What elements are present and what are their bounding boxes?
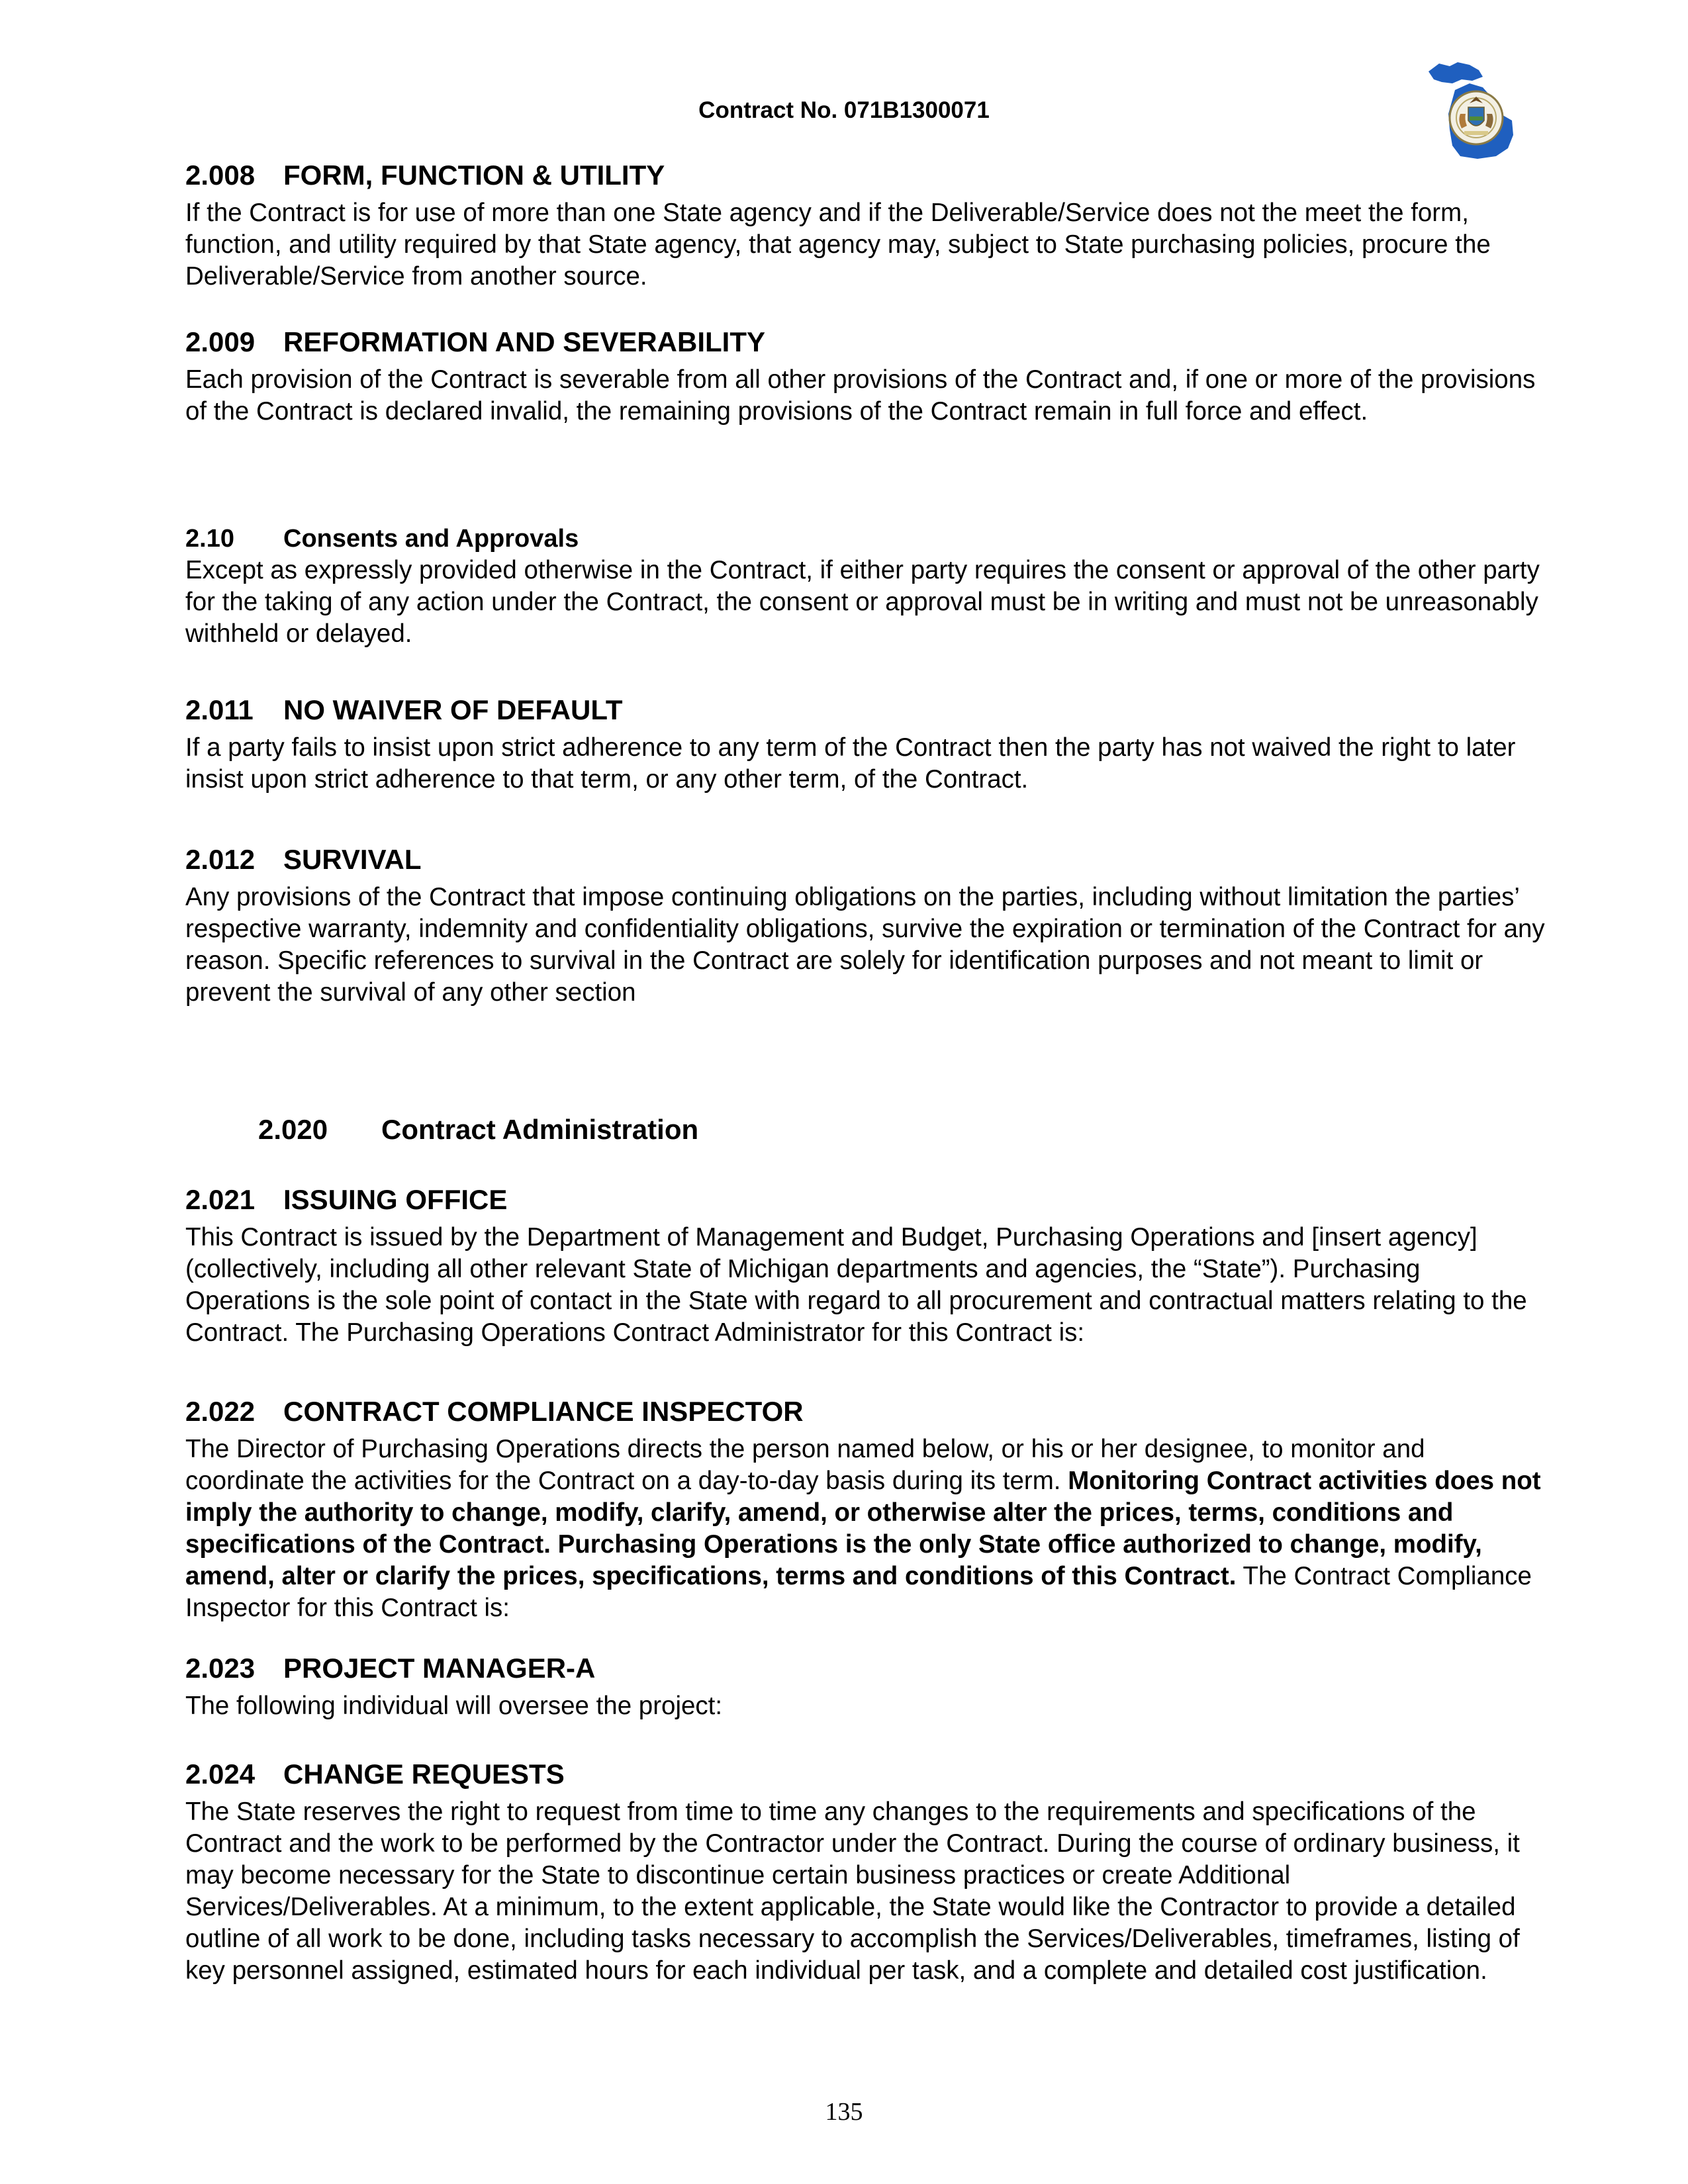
section-body: This Contract is issued by the Department of Management and Budget, Purchasing Operations and [insert agency] (collectively, including all other relevant State of Michigan departments and agencies, the “State”). Purchasing Operations is the sole point of contact in the State with regard to all procurement and contractual matters relating to the Contract. The Purchasing Operations Contract Administrator for this Contract is: [185,1223,1527,1347]
section-body: If a party fails to insist upon strict adherence to any term of the Contract then the party has not waived the right to later insist upon strict adherence to that term, or any other term, of the Contract. [185,733,1516,794]
section-heading [185,324,1549,360]
section-2-024 [185,1756,1549,1987]
section-heading [185,523,1549,555]
body-text: The Contract Compliance Inspector for this Contract is: [185,1562,1532,1622]
section-heading [185,1651,1549,1686]
section-2-023 [185,1651,1549,1722]
section-number: 2.024 [185,1758,256,1790]
body-bold-text: Monitoring Contract activities does not imply the authority to change, modify, clarify, amend, or otherwise alter the prices, terms, conditions and specifications of the Contract. Purchasing Operations is the only State office authorized to change, modify, amend, alter or clarify the prices, specifications, terms and conditions of this Contract. [185,1467,1541,1590]
section-title: CHANGE REQUESTS [283,1758,565,1790]
section-title: PROJECT MANAGER-A [283,1653,596,1684]
section-number: 2.10 [185,525,234,553]
section-body: Any provisions of the Contract that impose continuing obligations on the parties, including without limitation the parties’ respective warranty, indemnity and confidentiality obligations, survive the expiration or termination of the Contract for any reason. Specific references to survival in the Contract are solely for identification purposes and not meant to limit or prevent the survival of any other section [185,883,1545,1007]
section-body: The State reserves the right to request from time to time any changes to the requirements and specifications of the Contract and the work to be performed by the Contractor under the Contract. During the course of ordinary business, it may become necessary for the State to discontinue certain business practices or create Additional Services/Deliverables. At a minimum, to the extent applicable, the State would like the Contractor to provide a detailed outline of all work to be done, including tasks necessary to accomplish the Services/Deliverables, timeframes, listing of key personnel assigned, estimated hours for each individual per task, and a complete and detailed cost justification. [185,1797,1520,1985]
section-heading [185,1756,1549,1792]
section-2-008 [185,158,1549,293]
section-2-009 [185,324,1549,428]
michigan-state-seal-icon [1409,57,1525,163]
section-title: REFORMATION AND SEVERABILITY [283,326,766,357]
section-number: 2.021 [185,1184,256,1215]
section-body: Each provision of the Contract is severable from all other provisions of the Contract and, if one or more of the provisions of the Contract is declared invalid, the remaining provisions of the Contract remain in full force and effect. [185,365,1536,426]
section-number: 2.008 [185,159,256,191]
page-number: 135 [825,2098,863,2126]
section-heading [185,842,1549,878]
section-2-012 [185,842,1549,1009]
section-title: Consents and Approvals [283,525,579,553]
section-title: CONTRACT COMPLIANCE INSPECTOR [283,1396,804,1427]
section-2-021 [185,1182,1549,1349]
section-title: SURVIVAL [283,844,422,875]
section-body: Except as expressly provided otherwise in the Contract, if either party requires the consent or approval of the other party for the taking of any action under the Contract, the consent or approval must be in writing and must not be unreasonably withheld or delayed. [185,556,1540,648]
section-title: FORM, FUNCTION & UTILITY [283,159,665,191]
section-body [185,1433,1549,1624]
section-title: Contract Administration [381,1114,699,1145]
section-number: 2.012 [185,844,256,875]
section-heading [185,1394,1549,1430]
subsection-heading-2-020 [258,1112,698,1148]
section-2-011 [185,692,1549,796]
section-number: 2.023 [185,1653,256,1684]
section-number: 2.020 [258,1114,328,1145]
body-text: The Director of Purchasing Operations directs the person named below, or his or her designee, to monitor and coordinate the activities for the Contract on a day-to-day basis during its term. [185,1435,1425,1495]
section-2-022 [185,1394,1549,1624]
section-number: 2.011 [185,694,254,725]
section-number: 2.009 [185,326,256,357]
section-2-10 [185,523,1549,650]
section-body: If the Contract is for use of more than one State agency and if the Deliverable/Service does not the meet the form, function, and utility required by that State agency, that agency may, subject to State purchasing policies, procure the Deliverable/Service from another source. [185,199,1491,291]
section-heading [185,158,1549,193]
section-heading [185,692,1549,728]
section-title: NO WAIVER OF DEFAULT [283,694,623,725]
section-heading [185,1182,1549,1218]
contract-number: Contract No. 071B1300071 [698,97,990,123]
section-number: 2.022 [185,1396,256,1427]
section-title: ISSUING OFFICE [283,1184,508,1215]
section-body: The following individual will oversee the project: [185,1692,723,1720]
